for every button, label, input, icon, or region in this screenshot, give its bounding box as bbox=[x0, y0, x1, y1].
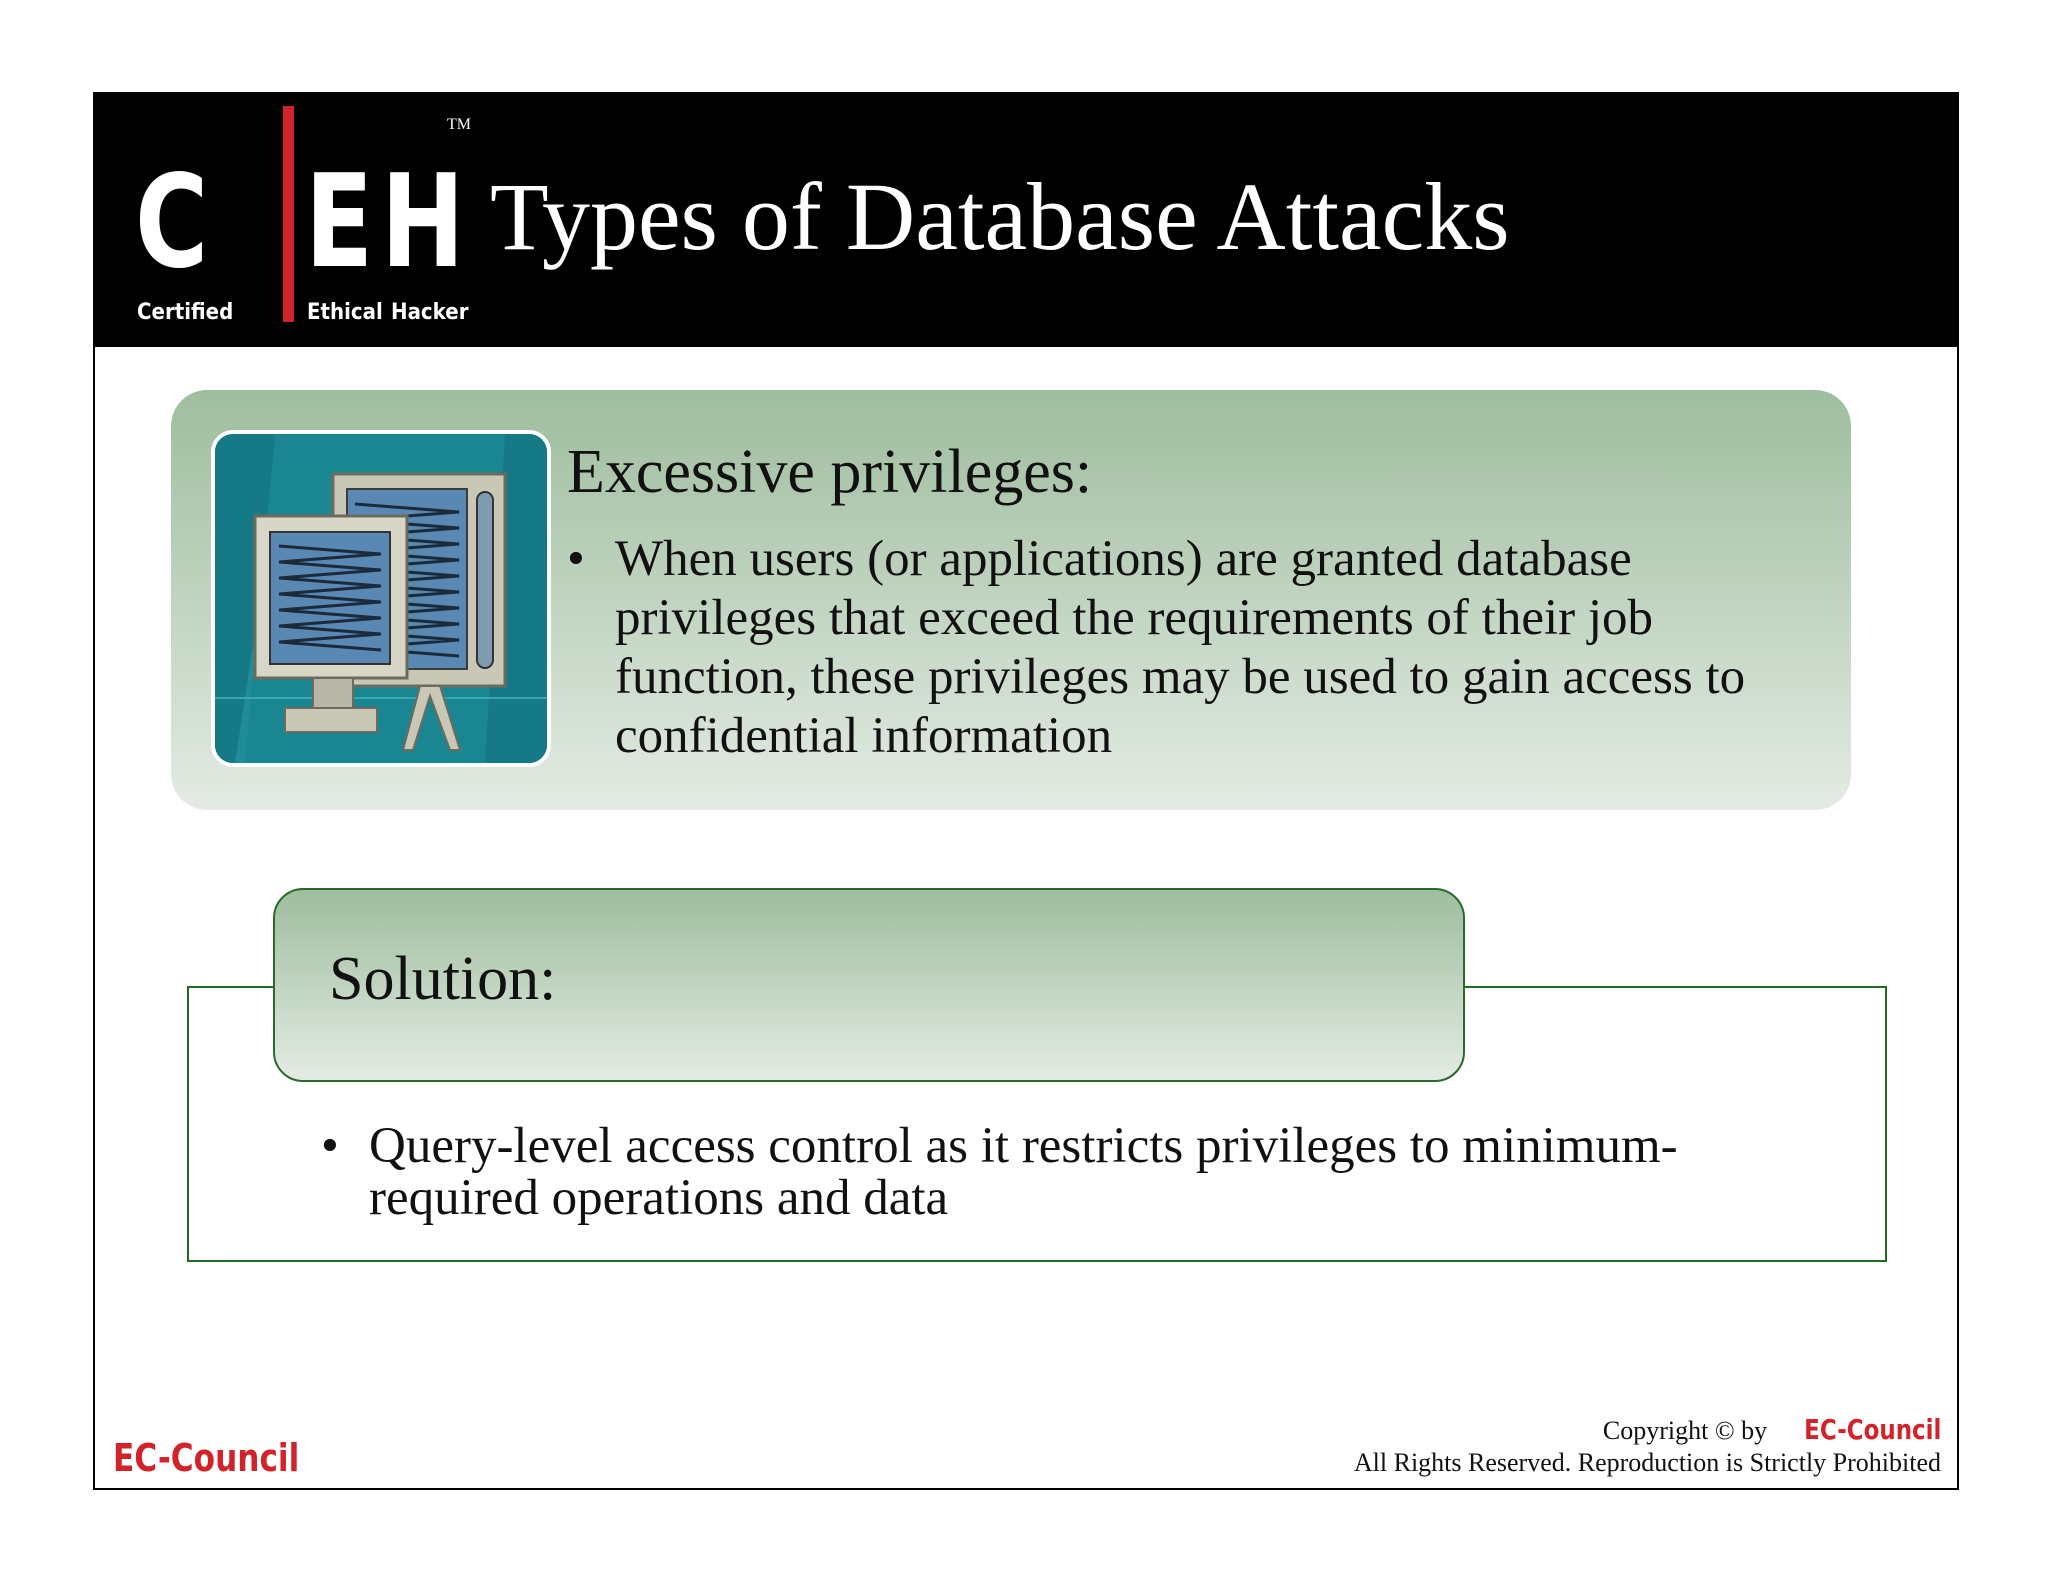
copyright-brand: EC-Council bbox=[1803, 1413, 1941, 1446]
ec-council-logo: EC-Council bbox=[113, 1436, 300, 1480]
bullet-dot: • bbox=[567, 531, 585, 587]
logo-word-hacker: Hacker bbox=[391, 300, 469, 325]
slide bbox=[93, 92, 1959, 1490]
bullet-text: When users (or applications) are granted database privileges that exceed the requirements of their job function, these privileges may be used to gain access to confidential information bbox=[615, 531, 1746, 764]
excessive-privileges-heading: Excessive privileges: bbox=[567, 438, 1093, 506]
solution-bullet bbox=[321, 1120, 1821, 1224]
logo-word-certified: Certified bbox=[137, 300, 234, 325]
logo-letter-c: C bbox=[135, 148, 209, 297]
rights-line: All Rights Reserved. Reproduction is Strictly Prohibited bbox=[1353, 1448, 1941, 1477]
copyright-notice bbox=[1354, 1414, 1941, 1479]
computer-monitors-icon bbox=[211, 430, 551, 767]
copyright-prefix: Copyright © by bbox=[1602, 1416, 1768, 1445]
excessive-privileges-bullet bbox=[567, 530, 1837, 766]
logo-word-ethical: Ethical bbox=[307, 300, 383, 325]
solution-tab bbox=[273, 888, 1465, 1082]
logo-letter-e: E bbox=[305, 148, 374, 297]
logo-trademark: TM bbox=[447, 116, 471, 133]
copyright-line bbox=[1354, 1414, 1941, 1447]
header-bar bbox=[95, 94, 1957, 347]
excessive-privileges-panel bbox=[171, 390, 1851, 810]
solution-heading: Solution: bbox=[329, 945, 557, 1013]
ceh-logo bbox=[135, 104, 471, 334]
bullet-text: Query-level access control as it restricts privileges to minimum-required operations and data bbox=[369, 1118, 1678, 1226]
logo-letter-h: H bbox=[381, 148, 465, 297]
page-title: Types of Database Attacks bbox=[490, 163, 1510, 270]
bullet-dot: • bbox=[321, 1118, 339, 1174]
logo-red-bar bbox=[283, 106, 294, 322]
